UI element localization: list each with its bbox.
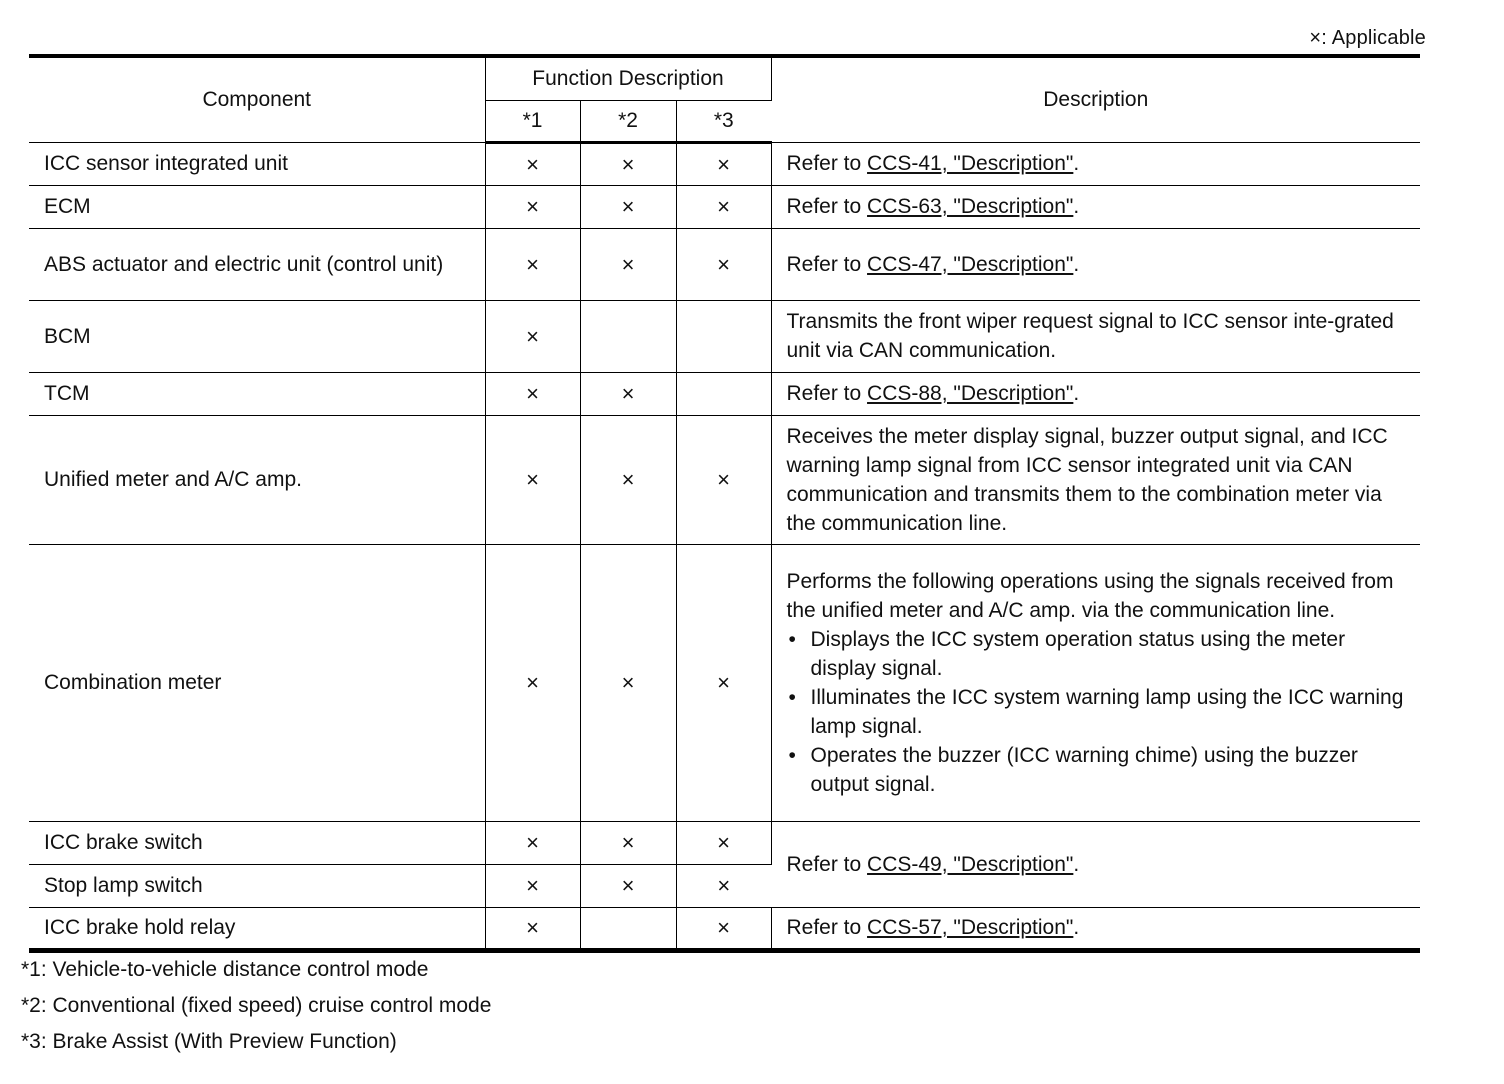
applicable-mark: × — [676, 544, 771, 821]
description-text: Refer to — [786, 252, 868, 276]
applicable-mark: × — [676, 415, 771, 544]
header-description: Description — [771, 56, 1420, 142]
description-cell — [771, 142, 1420, 185]
applicable-mark: × — [485, 864, 580, 907]
table-row — [29, 142, 1420, 185]
applicable-mark: × — [676, 821, 771, 864]
footnote-1: *1: Vehicle-to-vehicle distance control mode — [21, 958, 429, 981]
table-row — [29, 185, 1420, 228]
applicable-mark: × — [580, 372, 676, 415]
reference-link[interactable]: CCS-88, "Description" — [867, 382, 1074, 405]
list-item: • Operates the buzzer (ICC warning chime) using the buzzer output signal. — [787, 741, 1406, 799]
applicable-mark: × — [580, 544, 676, 821]
component-name: ABS actuator and electric unit (control unit) — [29, 228, 485, 300]
description-text: Refer to — [786, 382, 868, 405]
header-component: Component — [29, 56, 485, 142]
list-item: • Displays the ICC system operation status using the meter display signal. — [787, 625, 1406, 683]
component-name: ECM — [29, 185, 485, 228]
applicable-mark: × — [485, 821, 580, 864]
list-item: • Illuminates the ICC system warning lamp using the ICC warning lamp signal. — [787, 683, 1406, 741]
reference-link[interactable]: CCS-47, "Description" — [867, 252, 1074, 276]
applicable-legend: ×: Applicable — [1309, 27, 1426, 49]
reference-link[interactable]: CCS-41, "Description" — [867, 152, 1074, 175]
component-function-table — [29, 54, 1420, 953]
component-name: ICC brake switch — [29, 821, 485, 864]
applicable-mark: × — [676, 907, 771, 950]
applicable-mark: × — [485, 300, 580, 372]
table-row — [29, 907, 1420, 950]
applicable-mark: × — [485, 185, 580, 228]
table-row — [29, 300, 1420, 372]
applicable-mark: × — [676, 185, 771, 228]
header-mode-3: *3 — [676, 100, 771, 142]
description-text: Performs the following operations using the signals received from the unified meter and A/C amp. via the communication line. — [786, 569, 1394, 622]
description-punct: . — [1073, 916, 1080, 939]
table-row — [29, 544, 1420, 821]
table-row — [29, 372, 1420, 415]
description-punct: . — [1073, 852, 1080, 876]
description-cell — [771, 185, 1420, 228]
applicable-mark — [676, 300, 771, 372]
component-name: TCM — [29, 372, 485, 415]
table-row — [29, 821, 1420, 864]
header-mode-2: *2 — [580, 100, 676, 142]
applicable-mark: × — [485, 228, 580, 300]
applicable-mark: × — [485, 415, 580, 544]
component-name: Combination meter — [29, 544, 485, 821]
reference-link[interactable]: CCS-49, "Description" — [867, 852, 1074, 876]
description-text: Receives the meter display signal, buzzer output signal, and ICC warning lamp signal from ICC sensor integrated unit via CAN communication and transmits them to the combination meter via the communication line. — [771, 415, 1420, 544]
description-cell — [771, 907, 1420, 950]
component-name: Stop lamp switch — [29, 864, 485, 907]
footnote-2: *2: Conventional (fixed speed) cruise control mode — [21, 994, 492, 1017]
table-row — [29, 415, 1420, 544]
applicable-mark: × — [580, 821, 676, 864]
description-cell — [771, 228, 1420, 300]
description-cell — [771, 372, 1420, 415]
description-cell — [771, 544, 1420, 821]
description-text: Refer to — [786, 916, 868, 939]
applicable-mark: × — [580, 142, 676, 185]
footnote-3: *3: Brake Assist (With Preview Function) — [21, 1030, 397, 1053]
footnotes — [21, 952, 491, 1060]
applicable-mark: × — [485, 544, 580, 821]
component-name: BCM — [29, 300, 485, 372]
applicable-mark: × — [485, 907, 580, 950]
applicable-mark: × — [676, 864, 771, 907]
applicable-mark: × — [485, 142, 580, 185]
description-punct: . — [1073, 195, 1080, 218]
operations-list — [787, 625, 1406, 799]
applicable-mark: × — [580, 415, 676, 544]
applicable-mark: × — [676, 228, 771, 300]
applicable-mark: × — [485, 372, 580, 415]
description-text: Refer to — [786, 195, 868, 218]
applicable-mark: × — [580, 864, 676, 907]
reference-link[interactable]: CCS-57, "Description" — [867, 916, 1074, 939]
description-text: Refer to — [786, 152, 868, 175]
reference-link[interactable]: CCS-63, "Description" — [867, 195, 1074, 218]
component-name: ICC brake hold relay — [29, 907, 485, 950]
applicable-mark: × — [676, 142, 771, 185]
applicable-mark: × — [580, 228, 676, 300]
component-name: Unified meter and A/C amp. — [29, 415, 485, 544]
description-cell — [771, 821, 1420, 907]
applicable-mark: × — [580, 185, 676, 228]
applicable-mark — [580, 300, 676, 372]
description-punct: . — [1073, 152, 1080, 175]
applicable-mark — [580, 907, 676, 950]
description-text: Refer to — [786, 852, 868, 876]
description-punct: . — [1073, 252, 1080, 276]
component-name: ICC sensor integrated unit — [29, 142, 485, 185]
description-punct: . — [1073, 382, 1080, 405]
applicable-mark — [676, 372, 771, 415]
header-mode-1: *1 — [485, 100, 580, 142]
table-row — [29, 228, 1420, 300]
description-text: Transmits the front wiper request signal to ICC sensor inte-grated unit via CAN communication. — [771, 300, 1420, 372]
header-function-description: Function Description — [485, 56, 771, 100]
